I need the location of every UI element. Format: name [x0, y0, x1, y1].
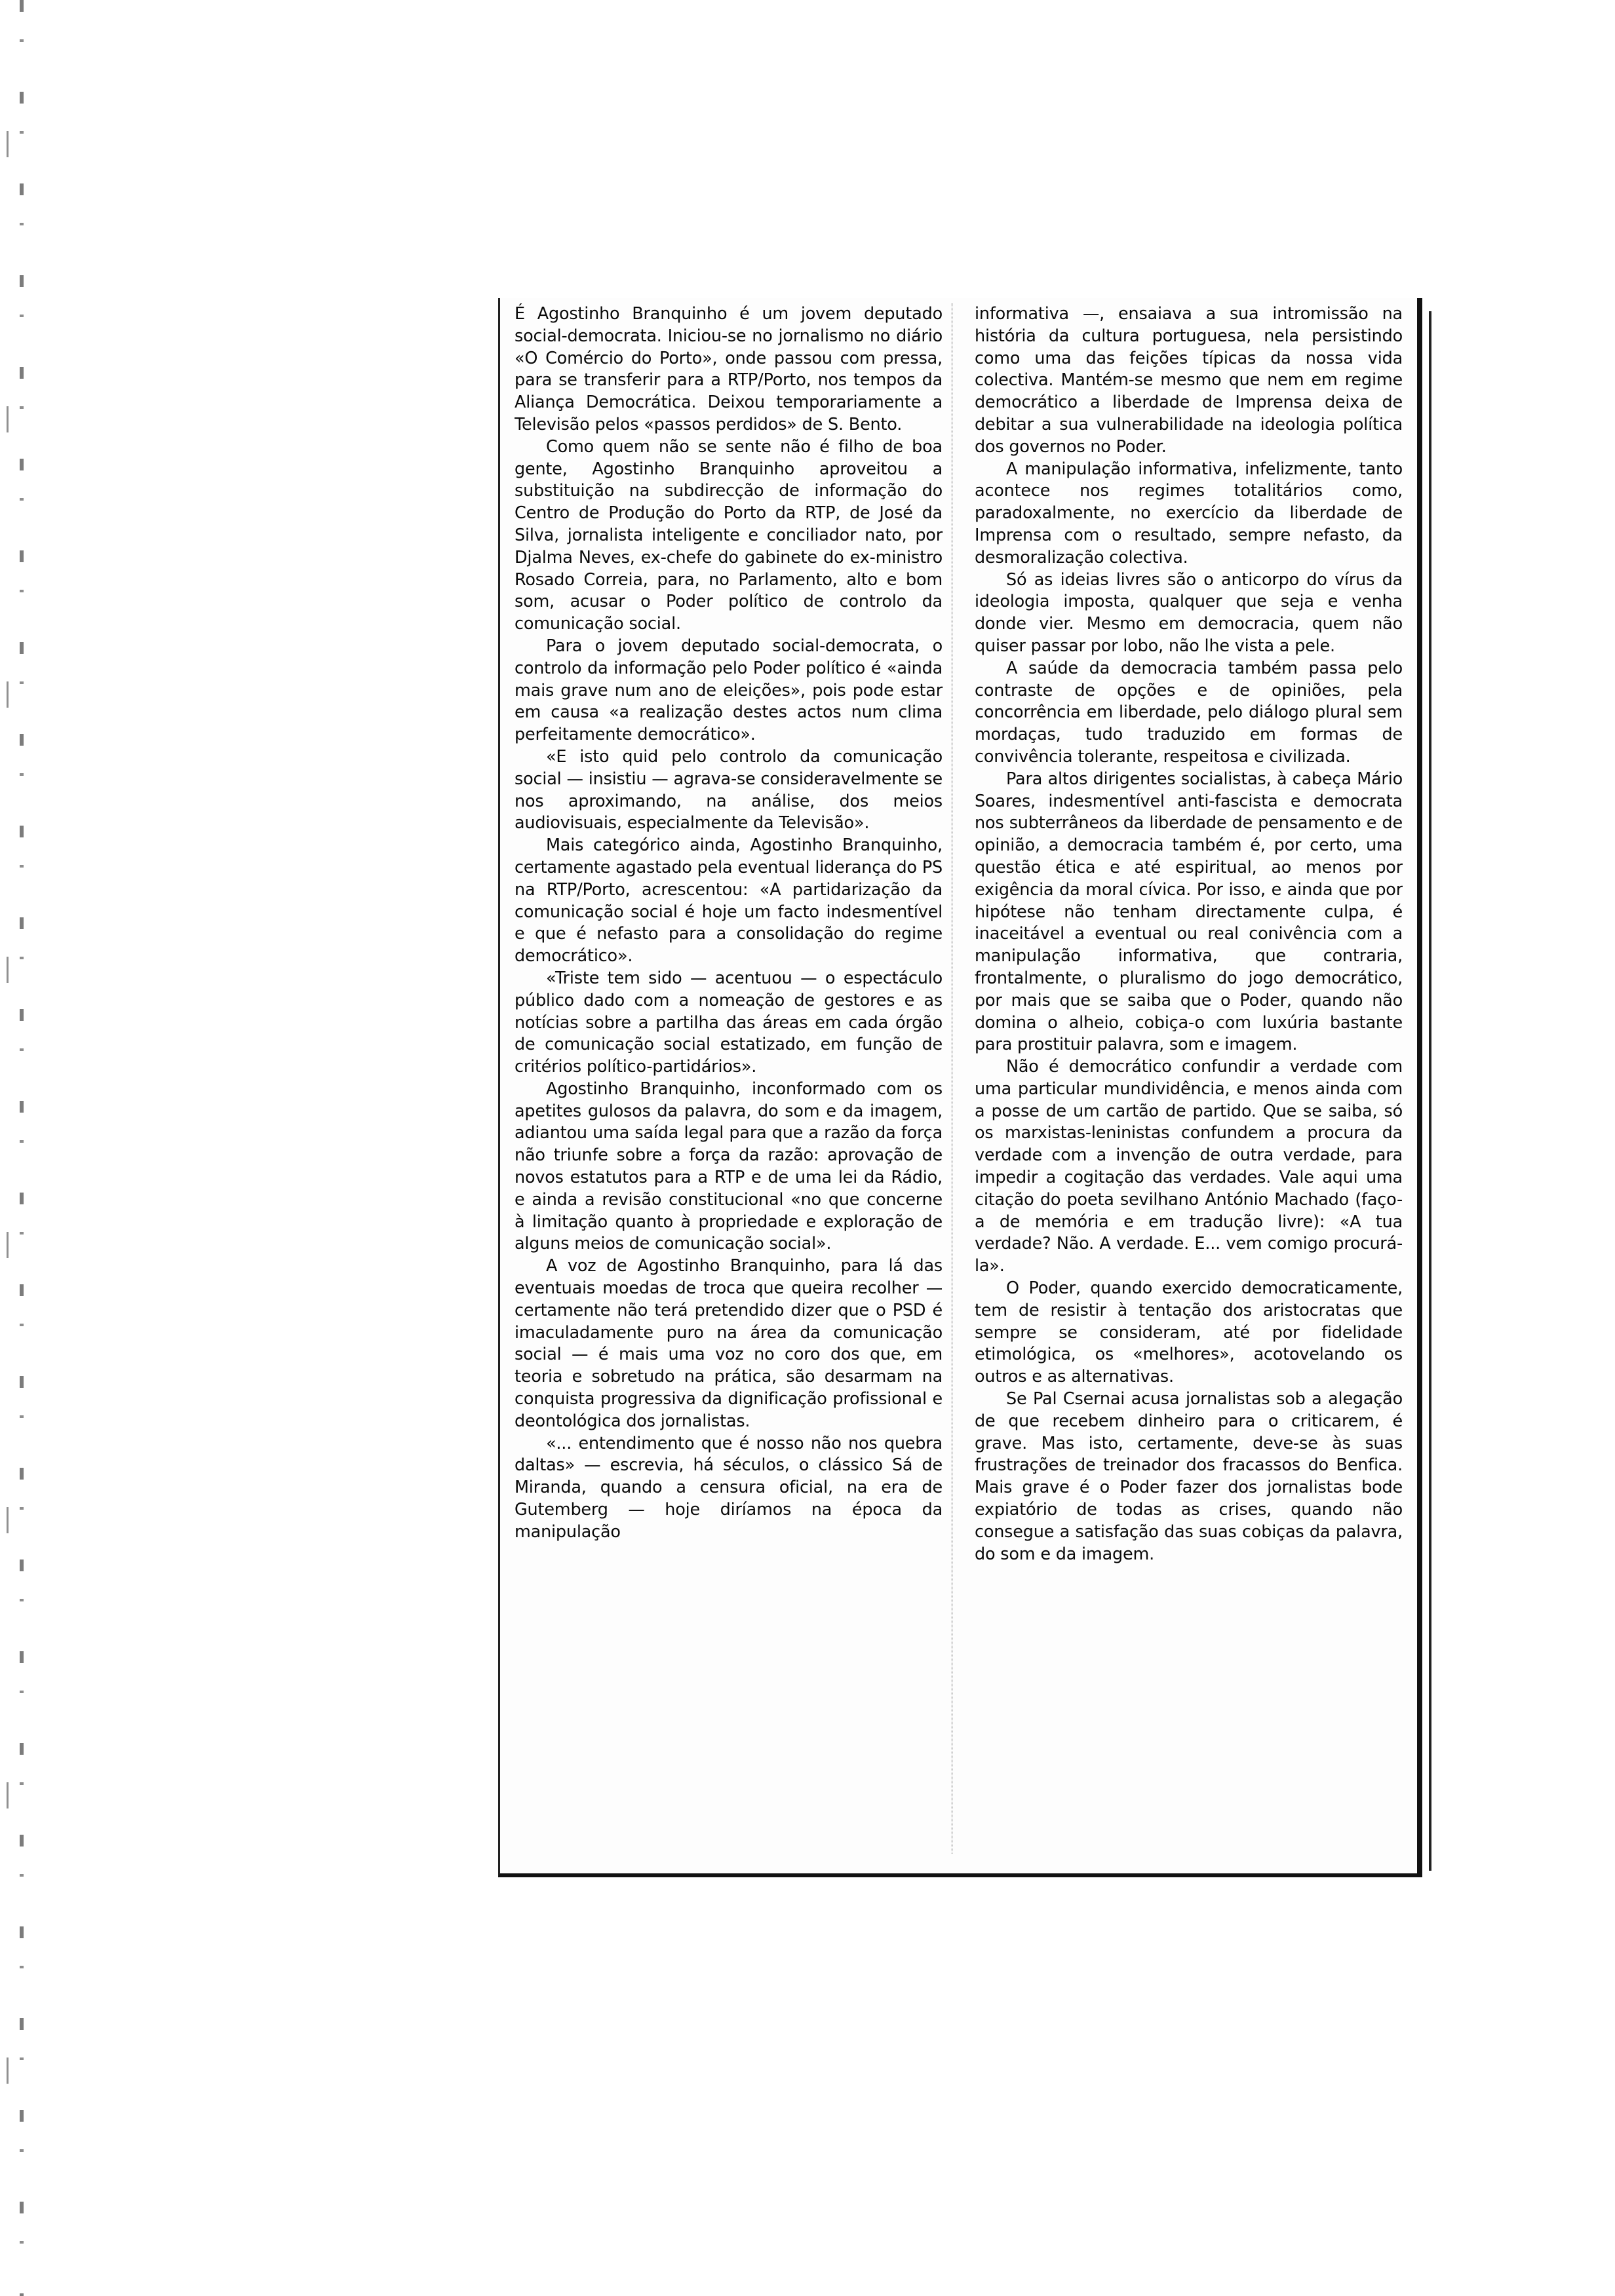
paragraph: «Triste tem sido — acentuou — o espectáculo público dado com a nomeação de gestores e as notícias sobre a partilha das áreas em cada órgão de comunicação social estatizado, em função de critérios político-partidários».: [515, 968, 943, 1077]
paragraph: Se Pal Csernai acusa jornalistas sob a alegação de que recebem dinheiro para o criticarem, é grave. Mas isto, certamente, deve-se às suas frustrações de treinador dos fracassos do Benfica. Mais grave é o Poder fazer dos jornalistas bode expiatório de todas as crises, quando não consegue a satisfação das suas cobiças da palavra, do som e da imagem.: [975, 1389, 1403, 1564]
paragraph: O Poder, quando exercido democraticamente, tem de resistir à tentação dos aristocratas que sempre se consideram, até por fidelidade etimológica, os «melhores», acotovelando os outros e as alternativas.: [975, 1278, 1403, 1387]
paragraph: Para o jovem deputado social-democrata, o controlo da informação pelo Poder político é «ainda mais grave num ano de eleições», pois pode estar em causa «a realização destes actos num clima perfeitamente democrático».: [515, 636, 943, 745]
paragraph: Mais categórico ainda, Agostinho Branquinho, certamente agastado pela eventual liderança do PS na RTP/Porto, acrescentou: «A partidarização da comunicação social é hoje um facto indesmentível e que é nefasto para a consolidação do regime democrático».: [515, 835, 943, 966]
paragraph: É Agostinho Branquinho é um jovem deputado social-democrata. Iniciou-se no jornalismo no diário «O Comércio do Porto», onde passou com pressa, para se transferir para a RTP/Porto, nos tempos da Aliança Democrática. Deixou temporariamente a Televisão pelos «passos perdidos» de S. Bento.: [515, 304, 943, 434]
paragraph: Só as ideias livres são o anticorpo do vírus da ideologia imposta, qualquer que seja e venha donde vier. Mesmo em democracia, quem não quiser passar por lobo, não lhe vista a pele.: [975, 569, 1403, 656]
paragraph: Como quem não se sente não é filho de boa gente, Agostinho Branquinho aproveitou a substituição na subdirecção de informação do Centro de Produção do Porto da RTP, de José da Silva, jornalista inteligente e conciliador nato, por Djalma Neves, ex-chefe do gabinete do ex-ministro Rosado Correia, para, no Parlamento, alto e bom som, acusar o Poder político de controlo da comunicação social.: [515, 436, 943, 634]
scan-edge-streak: [20, 0, 24, 2296]
paragraph: A saúde da democracia também passa pelo contraste de opções e de opiniões, pela concorrência em liberdade, pelo diálogo plural sem mordaças, tudo traduzido em formas de convivência tolerante, respeitosa e civilizada.: [975, 658, 1403, 767]
paragraph: Para altos dirigentes socialistas, à cabeça Mário Soares, indesmentível anti-fascista e democrata nos subterrâneos da liberdade de pensamento e de opinião, a democracia também é, por certo, uma questão ética e até espiritual, ao menos por exigência da moral cívica. Por isso, e ainda que por hipótese não tenham directamente culpa, é inaceitável a eventual ou real conivência com a manipulação informativa, que contraria, frontalmente, o pluralismo do jogo democrático, por mais que se saiba que o Poder, quando não domina o alheio, cobiça-o com luxúria bastante para prostituir palavra, som e imagem.: [975, 769, 1403, 1055]
article-columns: [515, 303, 1403, 1854]
article-left-column: [515, 303, 952, 1854]
paragraph: Agostinho Branquinho, inconformado com os apetites gulosos da palavra, do som e da imagem, adiantou uma saída legal para que a razão da força não triunfe sobre a força da razão: aprovação de novos estatutos para a RTP e de uma lei da Rádio, e ainda a revisão constitucional «no que concerne à limitação quanto à propriedade e exploração de alguns meios de comunicação social».: [515, 1079, 943, 1254]
paragraph: «... entendimento que é nosso não nos quebra daltas» — escrevia, há séculos, o clássico Sá de Miranda, quando a censura oficial, na era de Gutemberg — hoje diríamos na época da manipulação: [515, 1433, 943, 1542]
paragraph: informativa —, ensaiava a sua intromissão na história da cultura portuguesa, nela persistindo como uma das feições típicas da nossa vida colectiva. Mantém-se mesmo que nem em regime democrático a liberdade de Imprensa deixa de debitar a sua vulnerabilidade na ideologia política dos governos no Poder.: [975, 304, 1403, 457]
paragraph: A voz de Agostinho Branquinho, para lá das eventuais moedas de troca que queira recolher — certamente não terá pretendido dizer que o PSD é imaculadamente puro na área da comunicação social — é mais uma voz no coro dos que, em teoria e sobretudo na prática, são desarmam na conquista progressiva da dignificação profissional e deontológica dos jornalistas.: [515, 1256, 943, 1431]
scan-edge-streak-secondary: [7, 0, 9, 2296]
newspaper-clipping: [498, 298, 1422, 1877]
article-right-column: [975, 303, 1403, 1854]
paragraph: Não é democrático confundir a verdade com uma particular mundividência, e menos ainda com a posse de um cartão de partido. Que se saiba, só os marxistas-leninistas confundem a procura da verdade com a invenção de outra verdade, para impedir a cogitação das verdades. Vale aqui uma citação do poeta sevilhano António Machado (faço-a de memória e em tradução livre): «A tua verdade? Não. A verdade. E... vem comigo procurá-la».: [975, 1057, 1403, 1276]
paragraph: A manipulação informativa, infelizmente, tanto acontece nos regimes totalitários como, paradoxalmente, no exercício da liberdade de Imprensa com o resultado, sempre nefasto, da desmoralização colectiva.: [975, 459, 1403, 567]
paragraph: «E isto quid pelo controlo da comunicação social — insistiu — agrava-se consideravelmente se nos aproximando, na análise, dos meios audiovisuais, especialmente da Televisão».: [515, 746, 943, 833]
